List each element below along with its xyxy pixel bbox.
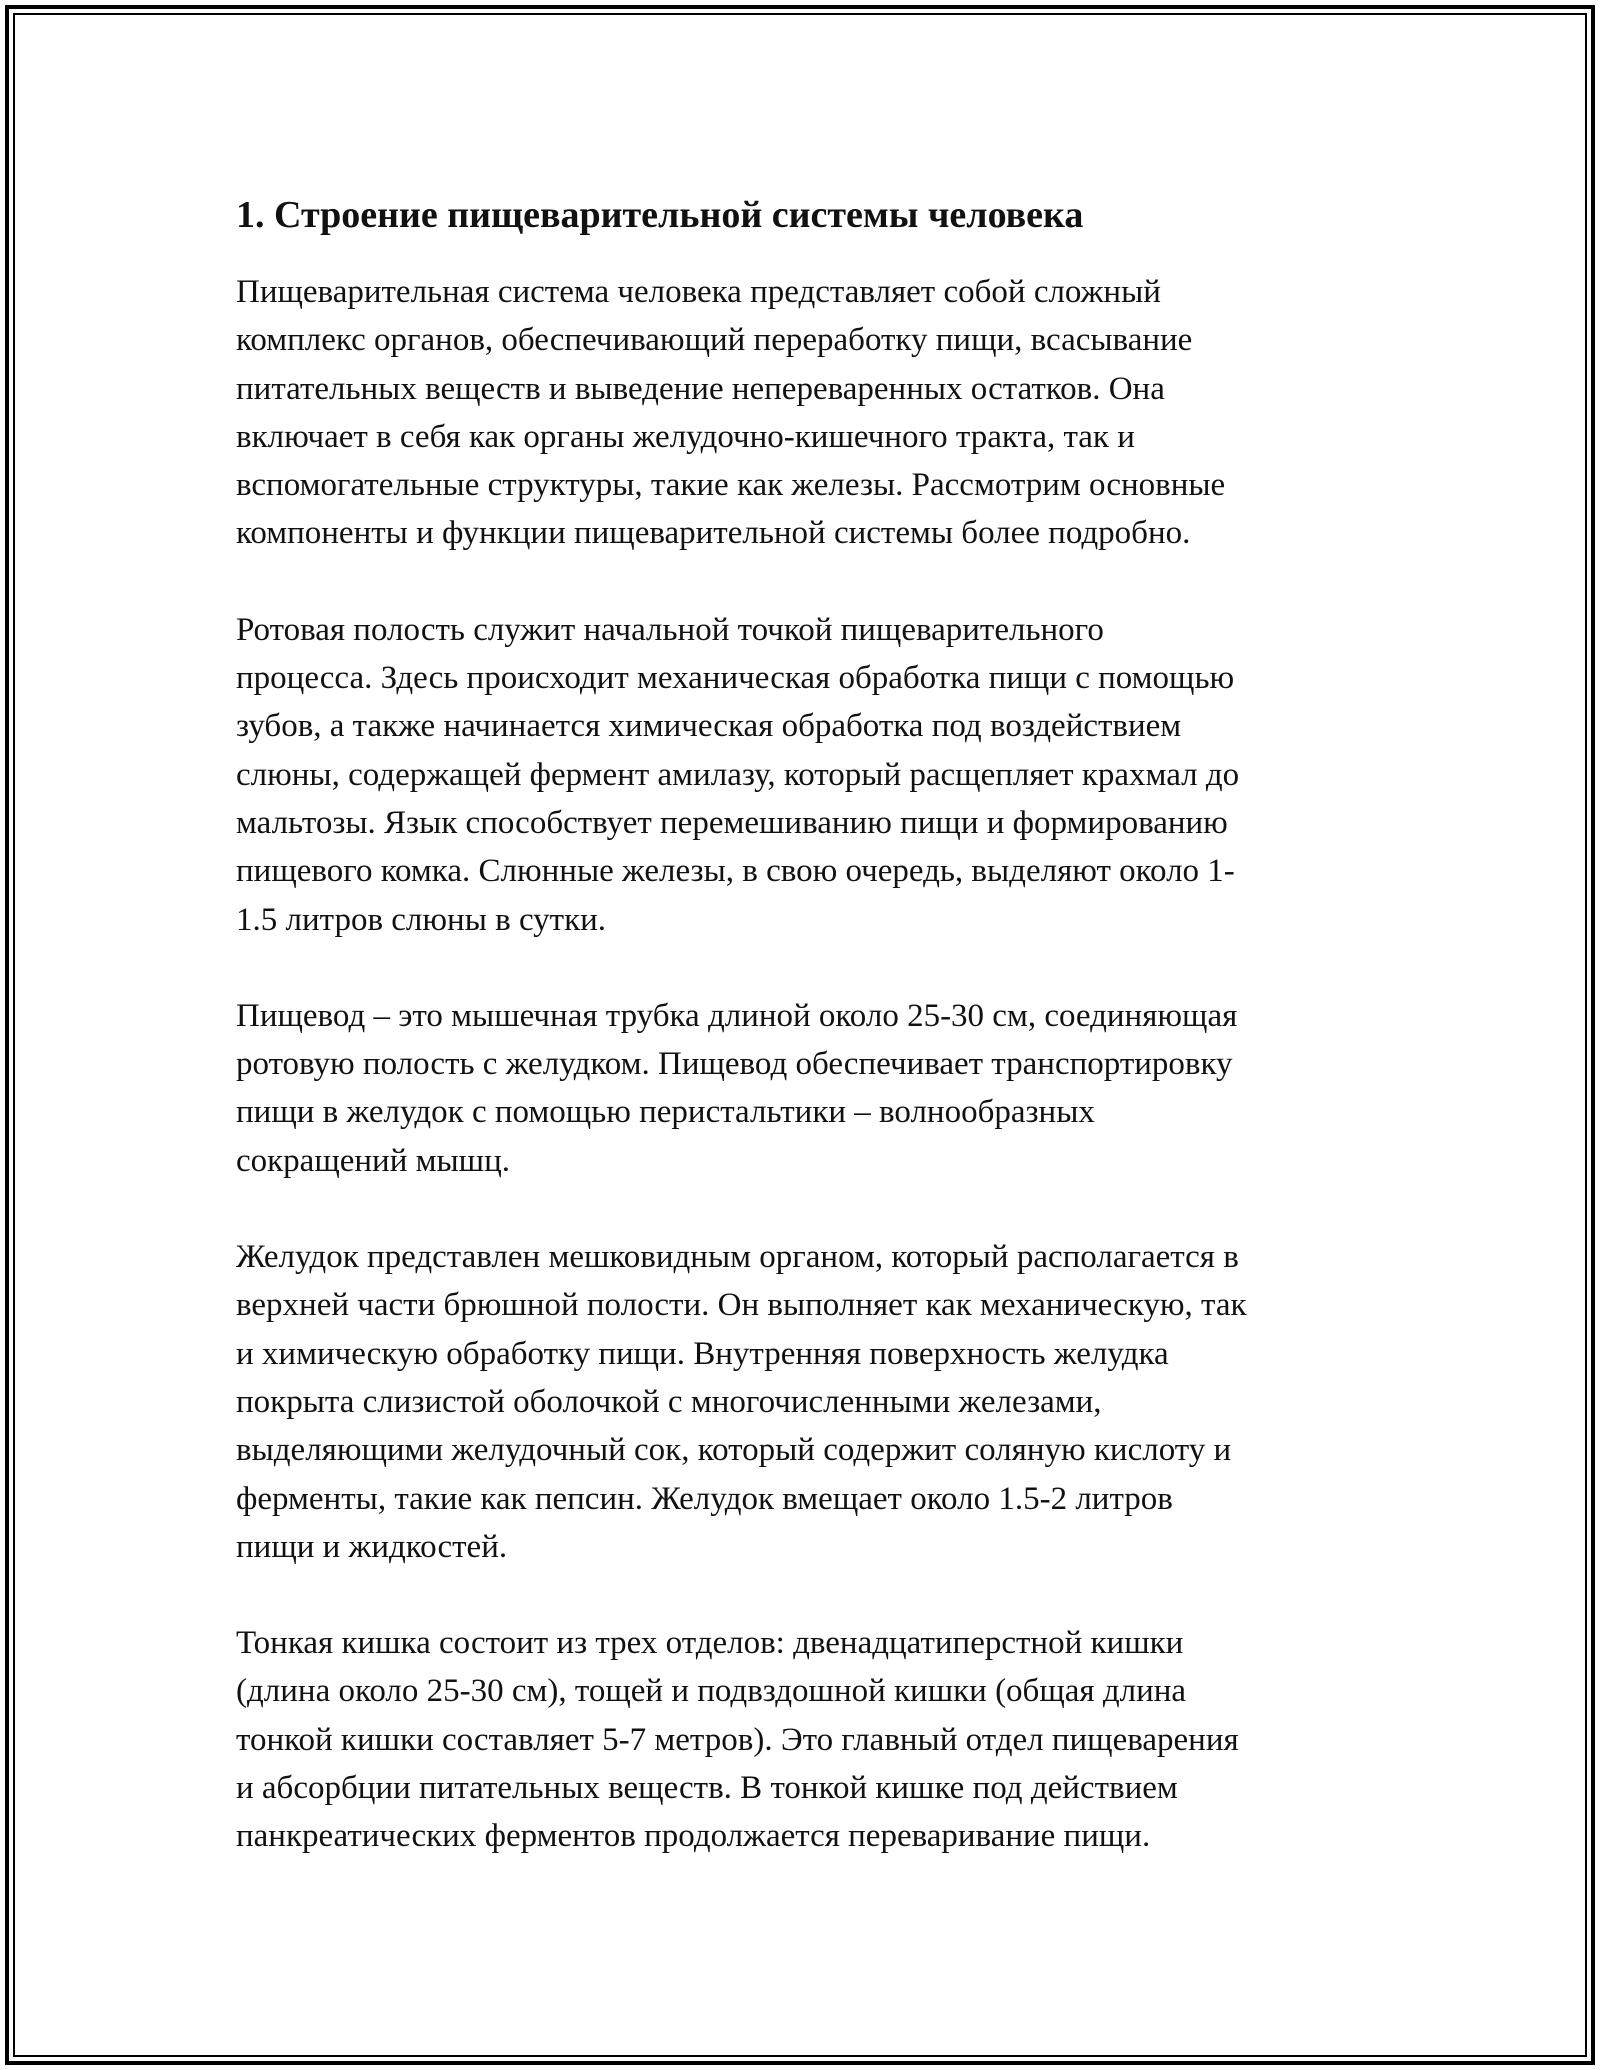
paragraph-small-intestine: Тонкая кишка состоит из трех отделов: двенадцатиперстной кишки (длина около 25-30 см), тощей и подвздошной кишки (общая длина тонкой кишки составляет 5-7 метров). Это главный отдел пищеварения и абсорбции питательных веществ. В тонкой кишке под действием панкреатических ферментов продолжается переваривание пищи.: [236, 1625, 1239, 1855]
section-heading: 1. Строение пищеварительной системы человека: [236, 194, 1084, 236]
paragraph-digestive-system: Пищеварительная система человека представляет собой сложный комплекс органов, обеспечивающий переработку пищи, всасывание питательных веществ и выведение непереваренных остатков. Она включает в себя как органы желудочно-кишечного тракта, так и вспомогательные структуры, такие как железы. Рассмотрим основные компоненты и функции пищеварительной системы более подробно.: [236, 274, 1226, 552]
paragraph-esophagus: Пищевод – это мышечная трубка длиной около 25-30 см, соединяющая ротовую полость с желудком. Пищевод обеспечивает транспортировку пищи в желудок с помощью перистальтики – волнообразных сокращений мышц.: [236, 997, 1238, 1179]
paragraph-oral-cavity: Ротовая полость служит начальной точкой пищеварительного процесса. Здесь происходит механическая обработка пищи с помощью зубов, а также начинается химическая обработка под воздействием слюны, содержащей фермент амилазу, который расщепляет крахмал до мальтозы. Язык способствует перемешиванию пищи и формированию пищевого комка. Слюнные железы, в свою очередь, выделяют около 1- 1.5 литров слюны в сутки.: [236, 611, 1240, 938]
document-body: [236, 186, 1366, 1909]
paragraph-stomach: Желудок представлен мешковидным органом, который располагается в верхней части брюшной полости. Он выполняет как механическую, так и химическую обработку пищи. Внутренняя поверхность желудка покрыта слизистой оболочкой с многочисленными железами, выделяющими желудочный сок, который содержит соляную кислоту и ферменты, такие как пепсин. Желудок вмещает около 1.5-2 литров пищи и жидкостей.: [236, 1239, 1247, 1565]
